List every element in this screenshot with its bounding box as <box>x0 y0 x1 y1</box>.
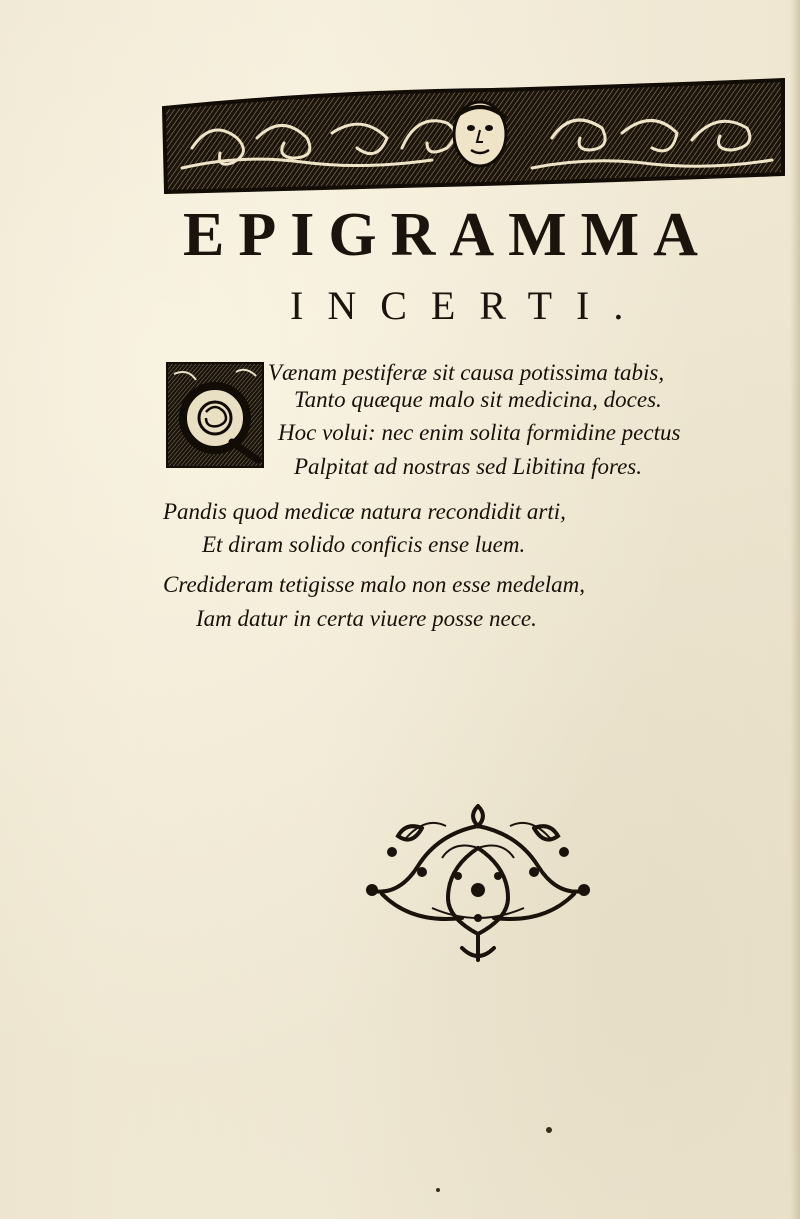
page-subtitle: INCERTI. <box>290 283 648 328</box>
poem-line: Et diram solido conficis ense luem. <box>202 532 526 557</box>
poem-line: Pandis quod medicæ natura recondidit arti, <box>163 499 566 524</box>
page-title: EPIGRAMMA <box>183 201 712 269</box>
poem-line: Iam datur in certa viuere posse nece. <box>196 606 537 631</box>
ink-speck <box>546 1127 552 1133</box>
ink-speck <box>436 1188 440 1192</box>
poem-line: Hoc volui: nec enim solita formidine pectus <box>278 420 681 445</box>
fleuron-tailpiece <box>362 798 594 966</box>
poem-line: Palpitat ad nostras sed Libitina fores. <box>294 454 643 479</box>
poem-line: Vænam pestiferæ sit causa potissima tabis, <box>268 360 665 385</box>
poem-line: Credideram tetigisse malo non esse medelam, <box>163 572 586 597</box>
poem-line: Tanto quæque malo sit medicina, doces. <box>294 387 662 412</box>
